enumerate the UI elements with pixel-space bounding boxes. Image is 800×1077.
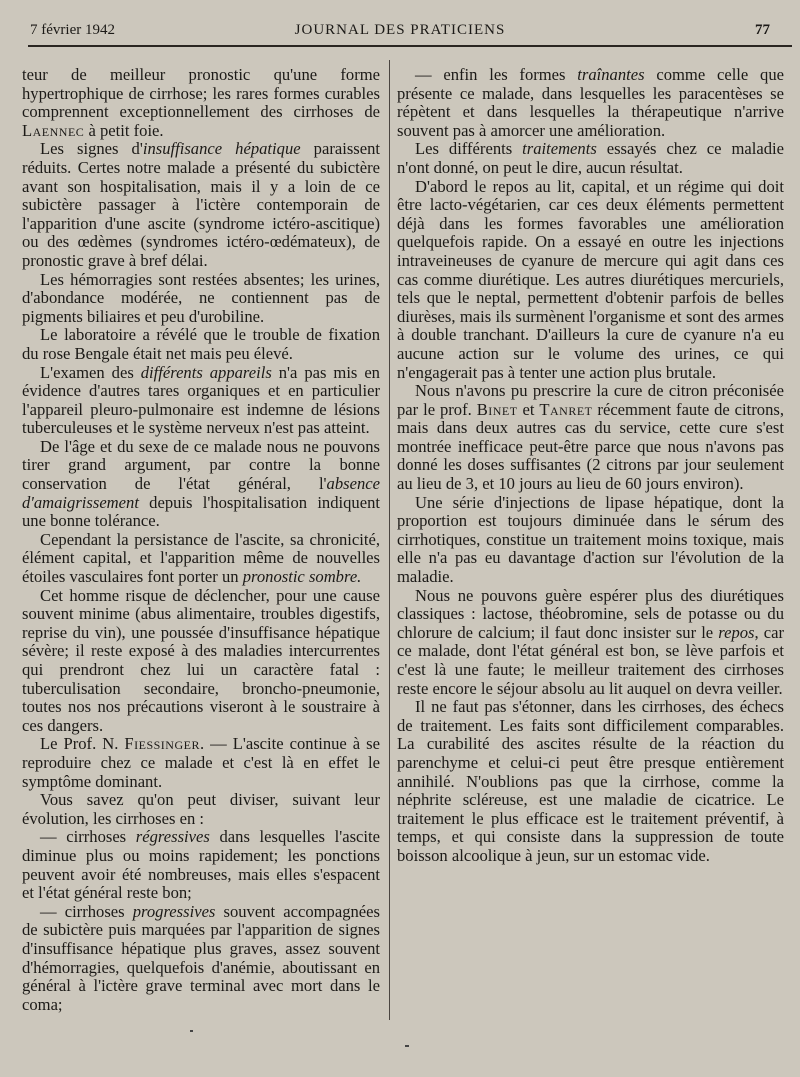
paragraph: Vous savez qu'on peut diviser, suivant leur évolution, les cirrhoses en : bbox=[22, 790, 380, 828]
paragraph: Le Prof. N. Fiessinger. — L'ascite continue à se reproduire chez ce malade et c'est là en effet le symptôme dominant. bbox=[22, 734, 380, 791]
author-name: Fiessinger bbox=[124, 734, 200, 754]
author-name: Binet bbox=[476, 399, 518, 419]
paragraph: Les hémorragies sont restées absentes; les urines, d'abondance modérée, ne contiennent pas de pigments biliaires et peu d'urobiline. bbox=[22, 269, 380, 326]
author-name: Tanret bbox=[539, 399, 593, 419]
paragraph: Le laboratoire a révélé que le trouble de fixation du rose Bengale était net mais peu élevé. bbox=[22, 325, 380, 363]
paragraph: Il ne faut pas s'étonner, dans les cirrhoses, des échecs de traitement. Les faits sont difficilement comparables. La curabilité des ascites résulte de la réaction du parenchyme et celui-ci peut être presque entièrement annihilé. N'oublions pas que la cirrhose, comme la néphrite scléreuse, est une maladie de cicatrice. Le traitement le plus efficace est le traitement préventif, à temps, et qui consiste dans la suppression de toute boisson alcoolique à jeun, sur un estomac vide. bbox=[397, 697, 784, 865]
paragraph: — cirrhoses progressives souvent accompagnées de subictère puis marquées par l'apparition de signes d'insuffisance hépatique plus graves, assez souvent d'hémorragies, quelquefois d'anémie, aboutissant en général à l'ictère grave terminal avec mort dans le coma; bbox=[22, 901, 380, 1014]
header-date: 7 février 1942 bbox=[30, 22, 115, 38]
left-column bbox=[22, 66, 380, 1014]
paragraph: De l'âge et du sexe de ce malade nous ne pouvons tirer grand argument, par contre la bonne conservation de l'état général, l'absence d'amaigrissement depuis l'hospitalisation indiquent une bonne tolérance. bbox=[22, 436, 380, 531]
author-name: Laennec bbox=[22, 120, 85, 140]
right-column bbox=[397, 66, 784, 866]
paragraph: Les différents traitements essayés chez ce maladie n'ont donné, on peut le dire, aucun résultat. bbox=[397, 139, 784, 177]
header-rule bbox=[28, 45, 792, 47]
paragraph: D'abord le repos au lit, capital, et un régime qui doit être lacto-végétarien, car ces deux éléments permettent déjà dans les formes favorables une amélioration quelquefois rapide. On a essayé en outre les injections intraveineuses de cyanure de mercure qui agit dans ces cas comme diurétique. Les autres diurétiques mercuriels, tels que le neptal, permettent d'obtenir parfois de belles diurèses, mais ils surmènent l'organisme et sont des armes à double tranchant. D'ailleurs la cure de cyanure n'a eu aucune action sur le volume des urines, ce qui n'engagerait pas à tenter une action plus brutale. bbox=[397, 176, 784, 382]
paragraph: Une série d'injections de lipase hépatique, dont la proportion est toujours diminuée dans le sérum des cirrhotiques, constitue un traitement moins toxique, mais elle n'a pas eu davantage d'action sur l'évolution de la maladie. bbox=[397, 492, 784, 587]
journal-title: JOURNAL DES PRATICIENS bbox=[294, 22, 506, 38]
page-number: 77 bbox=[755, 22, 770, 38]
page-header bbox=[30, 18, 770, 48]
paper-speck bbox=[405, 1045, 409, 1047]
paragraph: Les signes d'insuffisance hépatique paraissent réduits. Certes notre malade a présenté du subictère avant son hospitalisation, mais il y a loin de ce subictère passager à l'ictère contemporain de l'apparition d'une ascite (syndrome ictéro-ascitique) ou des œdèmes (syndromes ictéro-œdémateux), de pronostic grave à bref délai. bbox=[22, 139, 381, 270]
paragraph: Nous n'avons pu prescrire la cure de citron préconisée par le prof. Binet et Tanret récemment faute de citrons, mais dans deux autres cas du service, cette cure s'est montrée inefficace peut-être parce que nous n'avons pas donné les doses suffisantes (2 citrons par jour seulement au lieu de 3, et 10 jours au lieu de 60 jours environ). bbox=[397, 381, 784, 494]
paragraph: — enfin les formes traînantes comme celle que présente ce malade, dans lesquelles les paracentèses se répètent et dans lesquelles la thérapeutique n'arrive souvent pas à amorcer une amélioration. bbox=[397, 65, 785, 140]
paragraph: teur de meilleur pronostic qu'une forme hypertrophique de cirrhose; les rares formes curables comprennent exceptionnellement des cirrhoses de Laennec à petit foie. bbox=[22, 65, 380, 140]
paragraph: L'examen des différents appareils n'a pas mis en évidence d'autres tares organiques et en particulier l'appareil pleuro-pulmonaire est indemne de lésions tuberculeuses et le système nerveux n'est pas atteint. bbox=[22, 362, 380, 438]
paragraph: Cet homme risque de déclencher, pour une cause souvent minime (abus alimentaire, troubles digestifs, reprise du vin), une poussée d'insuffisance hépatique sévère; il reste exposé à des maladies intercurrentes qui prendront chez lui un caractère fatal : tuberculisation secondaire, broncho-pneumonie, toutes nos nos précautions viseront à le soustraire à ces dangers. bbox=[22, 585, 380, 735]
paragraph: Cependant la persistance de l'ascite, sa chronicité, élément capital, et l'apparition même de nouvelles étoiles vasculaires font porter un pronostic sombre. bbox=[22, 529, 380, 587]
paragraph: Nous ne pouvons guère espérer plus des diurétiques classiques : lactose, théobromine, sels de potasse ou du chlorure de calcium; il faut donc insister sur le repos, car ce malade, dont l'état général est bon, se lève parfois et c'est là une faute; le meilleur traitement des cirrhoses reste encore le séjour absolu au lit auquel on devra veiller. bbox=[397, 585, 784, 698]
paper-speck bbox=[190, 1030, 193, 1032]
column-divider bbox=[389, 60, 390, 1020]
paragraph: — cirrhoses régressives dans lesquelles l'ascite diminue plus ou moins rapidement; les ponctions peuvent avoir été nombreuses, mais elles s'espacent et l'état général reste bon; bbox=[22, 827, 381, 903]
